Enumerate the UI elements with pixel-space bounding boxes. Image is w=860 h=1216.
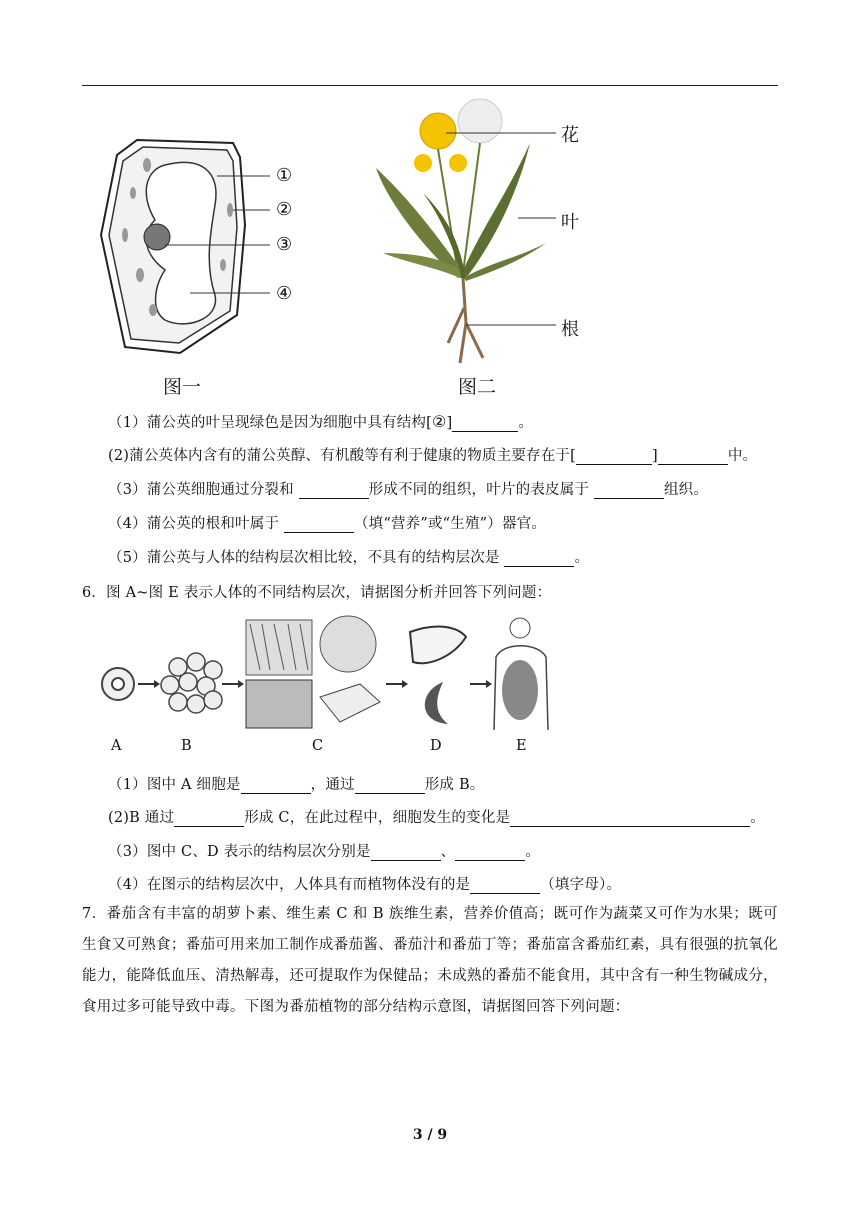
label-root: 根 [561,319,579,340]
figure2-caption: 图二 [458,376,497,398]
q7-paragraph: 7．番茄含有丰富的胡萝卜素、维生素 C 和 B 族维生素，营养价值高；既可作为蔬菜又可作为水果；既可生食又可熟食；番茄可用来加工制作成番茄酱、番茄汁和番茄丁等；番茄富含番茄红素，具有很强的抗氧化能力，能降低血压、清热解毒，还可提取作为保健品；未成熟的番茄不能食用，其中含有一种生物碱成分，食用过多可能导致中毒。下图为番茄植物的部分结构示意图，请据图回答下列问题： [82,906,778,1015]
answer-blank[interactable] [455,844,525,861]
q5-item-1: （1）蒲公英的叶呈现绿色是因为细胞中具有结构[②] 。 [108,412,534,431]
q5-item-2: (2)蒲公英体内含有的蒲公英醇、有机酸等有利于健康的物质主要存在于[ ] 中。 [108,448,758,464]
fig-label-b: B [181,738,192,754]
answer-blank[interactable] [510,810,750,827]
q5-item-5: （5）蒲公英与人体的结构层次相比较，不具有的结构层次是 。 [108,550,590,566]
q6-item-4: （4）在图示的结构层次中，人体具有而植物体没有的是 （填字母）。 [108,877,622,893]
cell-label-1: ① [276,165,293,186]
q6-stem: 6．图 A~图 E 表示人体的不同结构层次，请据图分析并回答下列问题： [82,585,552,601]
q5-item-3: （3）蒲公英细胞通过分裂和 形成不同的组织，叶片的表皮属于 组织。 [108,482,709,498]
cell-label-3: ③ [276,234,293,255]
answer-blank[interactable] [504,550,574,567]
label-flower: 花 [561,125,579,146]
q6-item-2: (2)B 通过 形成 C，在此过程中，细胞发生的变化是 。 [108,810,765,826]
answer-blank[interactable] [452,415,518,432]
answer-blank[interactable] [576,448,652,465]
fig-label-c: C [312,738,324,754]
label-leaf: 叶 [561,212,579,233]
cell-label-2: ② [276,199,293,220]
answer-blank[interactable] [174,810,244,827]
q6-item-3: （3）图中 C、D 表示的结构层次分别是 、 。 [108,844,541,860]
answer-blank[interactable] [241,777,311,794]
answer-blank[interactable] [355,777,425,794]
body-levels-figure [98,612,568,737]
answer-blank[interactable] [299,482,369,499]
figure1-caption: 图一 [163,376,202,398]
circled-mark: ② [431,412,447,431]
answer-blank[interactable] [658,448,728,465]
q6-item-1: （1）图中 A 细胞是 ，通过 形成 B。 [108,777,485,793]
answer-blank[interactable] [470,877,540,894]
cell-label-4: ④ [276,283,293,304]
answer-blank[interactable] [371,844,441,861]
fig-label-e: E [516,738,527,754]
header-rule [82,85,778,86]
answer-blank[interactable] [284,516,354,533]
dandelion-figure [368,93,568,373]
fig-label-d: D [430,738,442,754]
page-number: 3 / 9 [412,1127,448,1143]
answer-blank[interactable] [594,482,664,499]
fig-label-a: A [111,738,122,754]
q5-item-4: （4）蒲公英的根和叶属于 （填“营养”或“生殖”）器官。 [108,516,547,532]
